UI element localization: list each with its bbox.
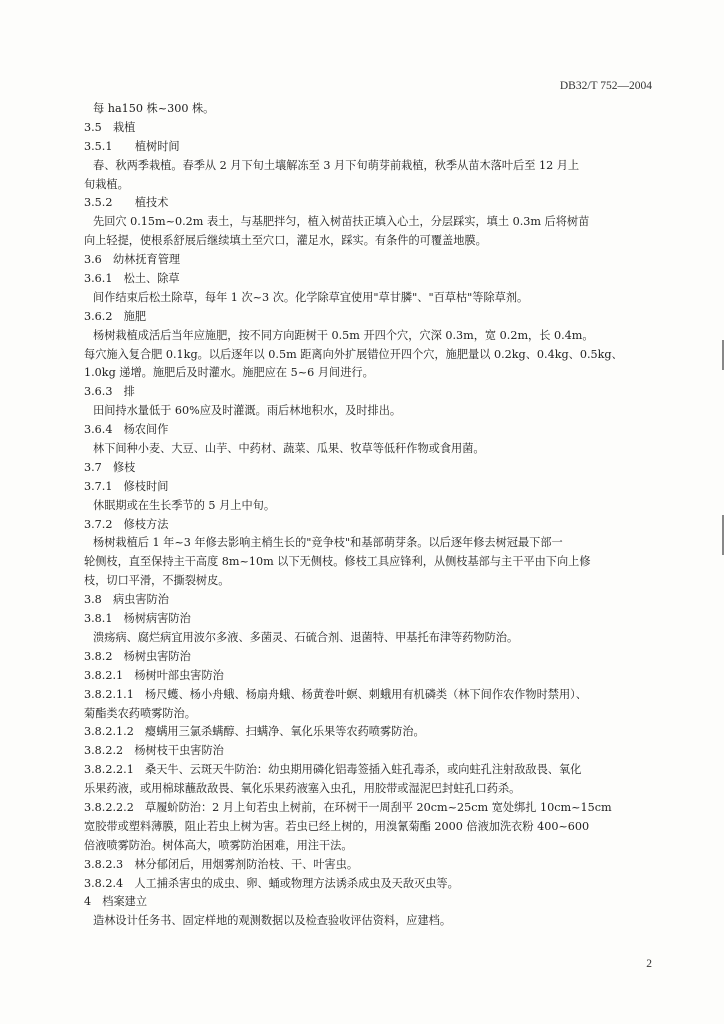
text-line: 3.5.1 植树时间 <box>84 139 180 153</box>
text-line: 3.8.2.2 杨树枝干虫害防治 <box>84 744 224 758</box>
text-line: 每穴施入复合肥 0.1kg。以后逐年以 0.5m 距离向外扩展错位开四个穴，施肥量以 0.2kg、0.4kg、0.5kg、 <box>84 347 623 361</box>
text-line: 枝，切口平滑，不撕裂树皮。 <box>84 574 230 588</box>
text-line: 1.0kg 递增。施肥后及时灌水。施肥应在 5~6 月间进行。 <box>84 366 374 380</box>
text-line: 3.8.2.4 人工捕杀害虫的成虫、卵、蛹或物理方法诱杀成虫及天敌灭虫等。 <box>84 876 459 890</box>
text-line: 轮侧枝，直至保持主干高度 8m~10m 以下无侧枝。修枝工具应锋利，从侧枝基部与主干平由下向上修 <box>84 555 591 569</box>
text-line: 3.6.4 杨农间作 <box>84 423 169 437</box>
text-line: 春、秋两季栽植。春季从 2 月下旬土壤解冻至 3 月下旬萌芽前栽植，秋季从苗木落叶后至 12 月上 <box>93 158 580 172</box>
text-line: 先回穴 0.15m~0.2m 表土，与基肥拌匀，植入树苗扶正填入心土，分层踩实，填土 0.3m 后将树苗 <box>93 215 590 229</box>
text-line: 乐果药液，或用棉球蘸敌敌畏、氧化乐果药液塞入虫孔，用胶带或湿泥巴封蛀孔口药杀。 <box>84 782 521 796</box>
text-line: 溃疡病、腐烂病宜用波尔多液、多菌灵、石硫合剂、退菌特、甲基托布津等药物防治。 <box>93 630 519 644</box>
page-number: 2 <box>646 958 652 970</box>
text-line: 3.8.2.1.1 杨尺蠖、杨小舟蛾、杨扇舟蛾、杨黄卷叶螟、刺蛾用有机磷类（林下间作农作物时禁用）、 <box>84 687 587 701</box>
text-line: 4 档案建立 <box>84 895 148 909</box>
text-line: 3.6.2 施肥 <box>84 309 147 323</box>
text-line: 3.7 修枝 <box>84 460 136 474</box>
text-line: 倍液喷雾防治。树体高大，喷雾防治困难，用注干法。 <box>84 838 353 852</box>
text-line: 3.7.1 修枝时间 <box>84 479 169 493</box>
text-line: 宽胶带或塑料薄膜，阻止若虫上树为害。若虫已经上树的，用溴氰菊酯 2000 倍液加洗衣粉 400~600 <box>84 819 590 833</box>
text-line: 3.6.3 排 <box>84 385 135 399</box>
text-line: 间作结束后松土除草，每年 1 次~3 次。化学除草宜使用"草甘膦"、"百草枯"等除草剂。 <box>93 290 529 304</box>
text-line: 3.8.2.1.2 瘿螨用三氯杀螨醇、扫螨净、氧化乐果等农药喷雾防治。 <box>84 725 425 739</box>
text-line: 3.8.2 杨树虫害防治 <box>84 649 191 663</box>
text-line: 杨树栽植成活后当年应施肥，按不同方向距树干 0.5m 开四个穴，穴深 0.3m，宽 0.2m，长 0.4m。 <box>93 328 594 342</box>
text-line: 3.8.2.2.1 桑天牛、云斑天牛防治：幼虫期用磷化铝毒签插入蛀孔毒杀，或向蛀孔注射敌敌畏、氧化 <box>84 763 582 777</box>
text-line: 3.6.1 松土、除草 <box>84 272 180 286</box>
text-line: 3.5.2 植技术 <box>84 196 169 210</box>
text-line: 3.8.1 杨树病害防治 <box>84 612 191 626</box>
text-line: 3.8 病虫害防治 <box>84 593 169 607</box>
text-line: 旬栽植。 <box>84 177 129 191</box>
document-code-header: DB32/T 752—2004 <box>559 80 652 92</box>
text-line: 3.8.2.2.2 草履蚧防治：2 月上旬若虫上树前，在环树干一周刮平 20cm~25cm 宽处绑扎 10cm~15cm <box>84 800 612 814</box>
text-line: 林下间种小麦、大豆、山芋、中药材、蔬菜、瓜果、牧草等低秆作物或食用菌。 <box>93 442 485 456</box>
text-line: 3.6 幼林抚育管理 <box>84 253 181 267</box>
text-line: 3.7.2 修枝方法 <box>84 517 169 531</box>
text-line: 每 ha150 株~300 株。 <box>93 102 215 115</box>
text-line: 休眠期或在生长季节的 5 月上中旬。 <box>93 498 276 512</box>
text-line: 菊酯类农药喷雾防治。 <box>84 706 196 720</box>
text-line: 杨树栽植后 1 年~3 年修去影响主梢生长的"竞争枝"和基部萌芽条。以后逐年修去树冠最下部一 <box>93 536 563 550</box>
document-body <box>84 100 658 931</box>
text-line: 向上轻提，使根系舒展后继续填土至穴口，灌足水，踩实。有条件的可覆盖地膜。 <box>84 234 487 248</box>
text-line: 3.5 栽植 <box>84 120 136 134</box>
text-line: 田间持水量低于 60%应及时灌溉。雨后林地积水，及时排出。 <box>93 404 402 418</box>
text-line: 3.8.2.3 林分郁闭后，用烟雾剂防治枝、干、叶害虫。 <box>84 857 359 871</box>
text-line: 造林设计任务书、固定样地的观测数据以及检查验收评估资料，应建档。 <box>93 914 452 928</box>
text-line: 3.8.2.1 杨树叶部虫害防治 <box>84 668 224 682</box>
